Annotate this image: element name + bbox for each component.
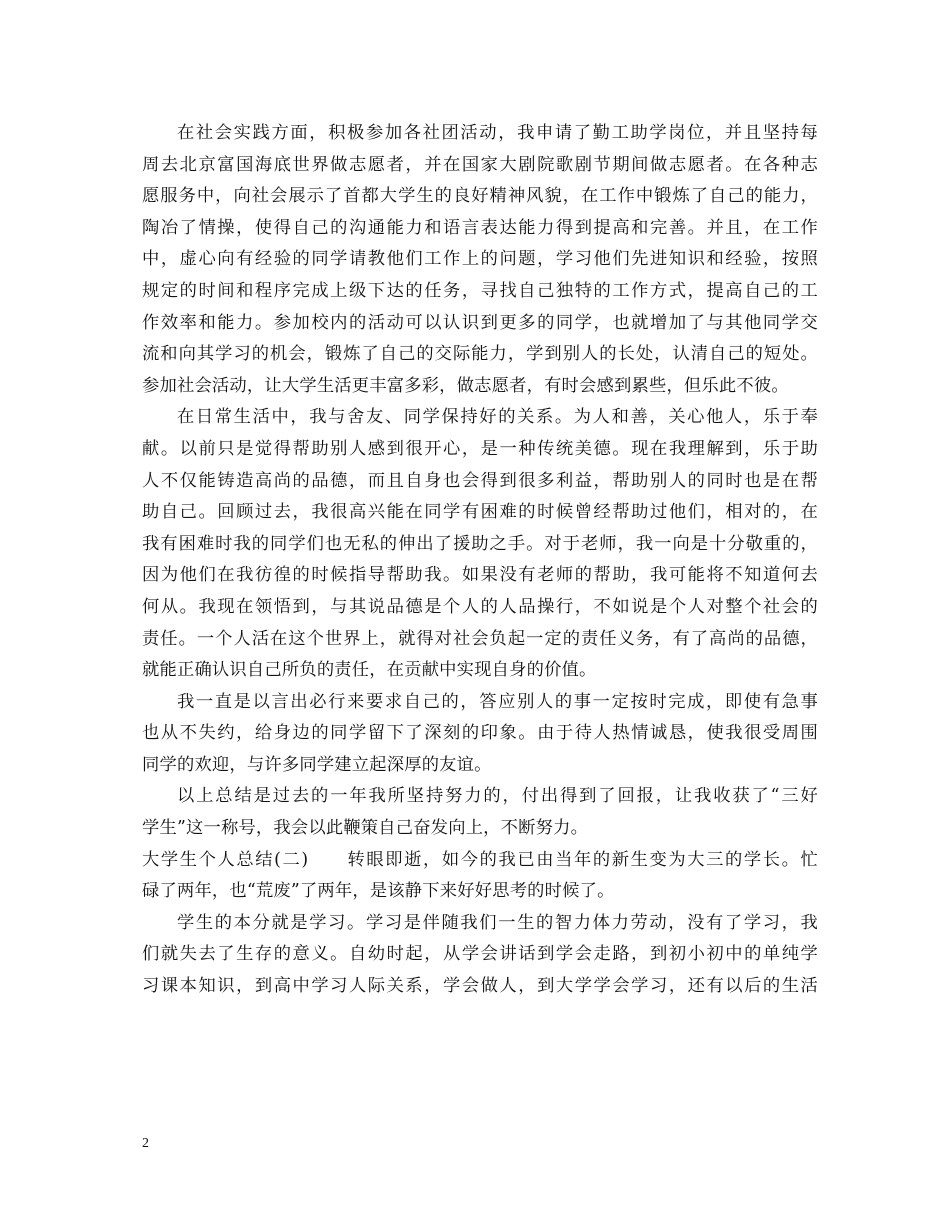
text-line: 大学生个人总结(二) 转眼即逝，如今的我已由当年的新生变为大三的学长。忙 bbox=[142, 849, 818, 870]
text-line: 规定的时间和程序完成上级下达的任务，寻找自己独特的工作方式，提高自己的工 bbox=[142, 280, 818, 301]
text-line: 流和向其学习的机会，锻炼了自己的交际能力，学到别人的长处，认清自己的短处。 bbox=[142, 344, 818, 365]
text-line: 参加社会活动，让大学生活更丰富多彩，做志愿者，有时会感到累些，但乐此不彼。 bbox=[142, 375, 789, 396]
text-line: 作效率和能力。参加校内的活动可以认识到更多的同学，也就增加了与其他同学交 bbox=[142, 312, 818, 333]
text-line: 就能正确认识自己所负的责任，在贡献中实现自身的价值。 bbox=[142, 660, 597, 681]
text-line: 何从。我现在领悟到，与其说品德是个人的人品操行，不如说是个人对整个社会的 bbox=[142, 596, 818, 617]
text-line: 周去北京富国海底世界做志愿者，并在国家大剧院歌剧节期间做志愿者。在各种志 bbox=[142, 154, 818, 175]
text-line: 我一直是以言出必行来要求自己的，答应别人的事一定按时完成，即使有急事 bbox=[177, 691, 818, 712]
text-line: 学生”这一称号，我会以此鞭策自己奋发向上，不断努力。 bbox=[142, 818, 589, 839]
text-line: 同学的欢迎，与许多同学建立起深厚的友谊。 bbox=[142, 754, 492, 775]
text-line: 助自己。回顾过去，我很高兴能在同学有困难的时候曾经帮助过他们，相对的，在 bbox=[142, 502, 818, 523]
text-line: 因为他们在我彷徨的时候指导帮助我。如果没有老师的帮助，我可能将不知道何去 bbox=[142, 565, 818, 586]
text-line: 碌了两年，也“荒废”了两年，是该静下来好好思考的时候了。 bbox=[142, 881, 615, 902]
text-line: 在社会实践方面，积极参加各社团活动，我申请了勤工助学岗位，并且坚持每 bbox=[177, 123, 818, 143]
page-number: 2 bbox=[142, 1136, 149, 1151]
text-line: 献。以前只是觉得帮助别人感到很开心，是一种传统美德。现在我理解到，乐于助 bbox=[142, 438, 818, 459]
text-line: 学生的本分就是学习。学习是伴随我们一生的智力体力劳动，没有了学习，我 bbox=[177, 912, 818, 933]
text-line: 我有困难时我的同学们也无私的伸出了援助之手。对于老师，我一向是十分敬重的， bbox=[142, 533, 818, 554]
text-line: 愿服务中，向社会展示了首都大学生的良好精神风貌，在工作中锻炼了自己的能力， bbox=[142, 186, 818, 207]
text-line: 人不仅能铸造高尚的品德，而且自身也会得到很多利益，帮助别人的同时也是在帮 bbox=[142, 470, 818, 491]
text-line: 们就失去了生存的意义。自幼时起，从学会讲话到学会走路，到初小初中的单纯学 bbox=[142, 944, 818, 965]
text-line: 习课本知识，到高中学习人际关系，学会做人，到大学学会学习，还有以后的生活 bbox=[142, 976, 818, 997]
text-line: 责任。一个人活在这个世界上，就得对社会负起一定的责任义务，有了高尚的品德， bbox=[142, 628, 818, 649]
text-line: 也从不失约，给身边的同学留下了深刻的印象。由于待人热情诚恳，使我很受周围 bbox=[142, 723, 818, 744]
text-line: 以上总结是过去的一年我所坚持努力的，付出得到了回报，让我收获了“三好 bbox=[177, 786, 818, 807]
text-line: 在日常生活中，我与舍友、同学保持好的关系。为人和善，关心他人，乐于奉 bbox=[177, 407, 818, 428]
body-text bbox=[142, 118, 818, 1003]
text-line: 中，虚心向有经验的同学请教他们工作上的问题，学习他们先进知识和经验，按照 bbox=[142, 249, 818, 270]
text-line: 陶冶了情操，使得自己的沟通能力和语言表达能力得到提高和完善。并且，在工作 bbox=[142, 217, 818, 238]
